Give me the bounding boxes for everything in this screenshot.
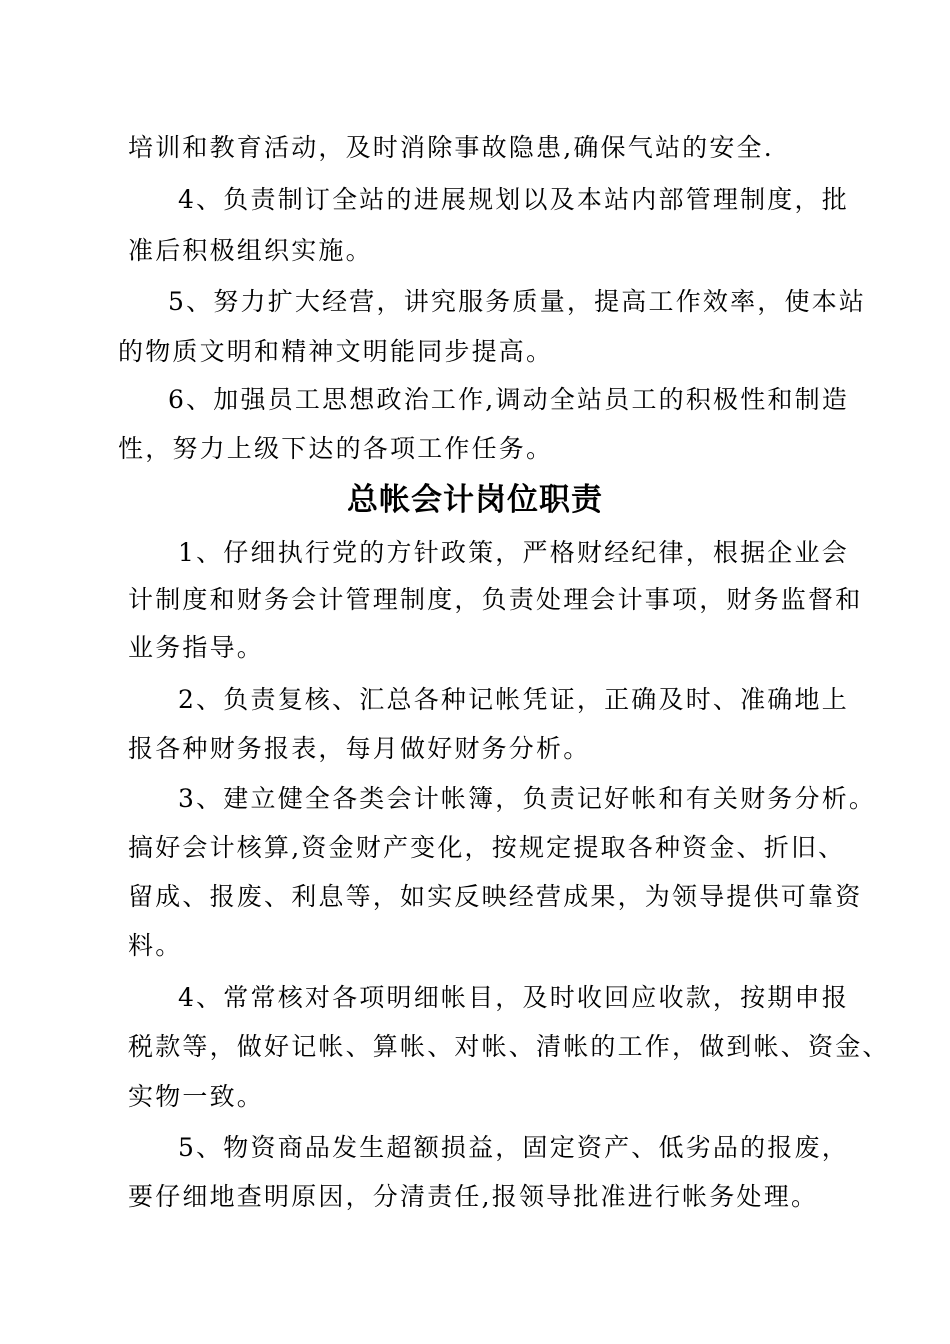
paragraph-line: 搞好会计核算,资金财产变化，按规定提取各种资金、折旧、 bbox=[128, 833, 846, 862]
paragraph-line: 4、常常核对各项明细帐目，及时收回应收款，按期申报 bbox=[178, 983, 849, 1012]
paragraph-line: 准后积极组织实施。 bbox=[128, 236, 373, 265]
paragraph-line: 实物一致。 bbox=[128, 1082, 265, 1111]
section-title: 总帐会计岗位职责 bbox=[347, 482, 603, 518]
paragraph-line: 性，努力上级下达的各项工作任务。 bbox=[118, 434, 554, 463]
paragraph-line: 5、努力扩大经营，讲究服务质量，提高工作效率，使本站 bbox=[168, 287, 867, 316]
paragraph-line: 留成、报废、利息等，如实反映经营成果，为领导提供可靠资 bbox=[128, 882, 863, 911]
paragraph-line: 2、负责复核、汇总各种记帐凭证，正确及时、准确地上 bbox=[178, 685, 849, 714]
paragraph-line: 业务指导。 bbox=[128, 633, 265, 662]
paragraph-line: 要仔细地查明原因，分清责任,报领导批准进行帐务处理。 bbox=[128, 1182, 819, 1211]
paragraph-line: 计制度和财务会计管理制度，负责处理会计事项，财务监督和 bbox=[128, 585, 863, 614]
paragraph-line: 税款等，做好记帐、算帐、对帐、清帐的工作，做到帐、资金、 bbox=[128, 1032, 890, 1061]
paragraph-line: 6、加强员工思想政治工作,调动全站员工的积极性和制造 bbox=[168, 385, 850, 414]
paragraph-line: 报各种财务报表，每月做好财务分析。 bbox=[128, 734, 591, 763]
paragraph-line: 4、负责制订全站的进展规划以及本站内部管理制度，批 bbox=[178, 185, 849, 214]
paragraph-line: 5、物资商品发生超额损益，固定资产、低劣品的报废， bbox=[178, 1133, 849, 1162]
paragraph-line: 培训和教育活动，及时消除事故隐患,确保气站的安全. bbox=[128, 133, 774, 162]
paragraph-line: 料。 bbox=[128, 931, 183, 960]
paragraph-line: 3、建立健全各类会计帐簿，负责记好帐和有关财务分析。 bbox=[178, 784, 877, 813]
paragraph-line: 1、仔细执行党的方针政策，严格财经纪律，根据企业会 bbox=[178, 538, 849, 567]
paragraph-line: 的物质文明和精神文明能同步提高。 bbox=[118, 337, 554, 366]
